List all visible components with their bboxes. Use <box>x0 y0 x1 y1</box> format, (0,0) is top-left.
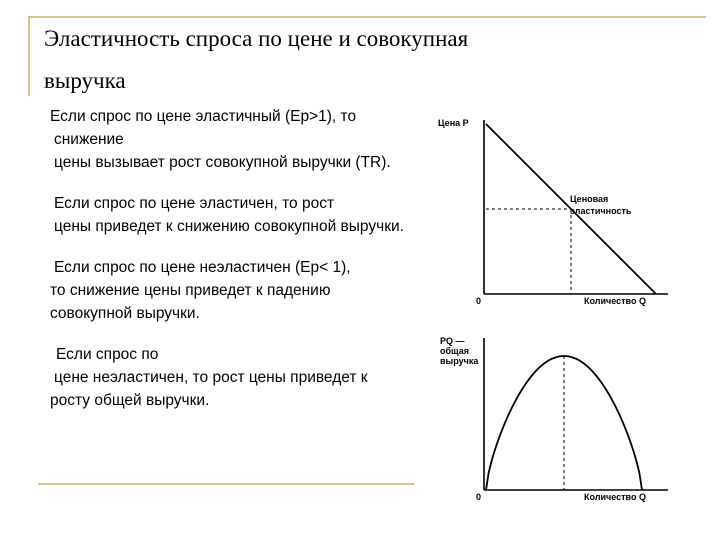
revenue-origin-label: 0 <box>476 492 482 502</box>
revenue-y-label-3: выручка <box>440 356 479 366</box>
p2-line-2: цены приведет к снижению совокупной выручки. <box>54 218 404 235</box>
paragraph-3 <box>50 256 422 325</box>
frame-left-line <box>28 16 30 96</box>
revenue-y-label-1: PQ — <box>440 336 465 346</box>
p4-line-2: цене неэластичен, то рост цены приведет к <box>54 369 368 386</box>
p2-line-1: Если спрос по цене эластичен, то рост <box>54 195 335 212</box>
p1-line-2: снижение <box>54 131 124 148</box>
demand-y-label: Цена P <box>438 118 469 128</box>
economics-graphs <box>430 108 705 508</box>
p3-line-3: совокупной выручки. <box>50 305 200 322</box>
p3-line-2: то снижение цены приведет к падению <box>50 282 331 299</box>
demand-x-label: Количество Q <box>584 296 646 306</box>
footer-line <box>38 483 414 485</box>
revenue-x-label: Количество Q <box>584 492 646 502</box>
p1-line-3: цены вызывает рост совокупной выручки (TR). <box>54 154 391 171</box>
elasticity-annotation-2: эластичность <box>570 206 632 216</box>
demand-origin-label: 0 <box>476 296 482 306</box>
revenue-y-label-2: общая <box>440 346 470 356</box>
title-line-1: Эластичность спроса по цене и совокупная <box>44 26 469 51</box>
p1-line-1: Если спрос по цене эластичный (Ер>1), то <box>50 108 357 125</box>
body-text <box>50 105 422 425</box>
demand-graph <box>438 118 668 306</box>
paragraph-4 <box>50 343 422 412</box>
p4-line-3: росту общей выручки. <box>50 392 210 409</box>
p4-line-1: Если спрос по <box>56 346 159 363</box>
title-line-2: выручка <box>44 68 126 93</box>
p3-line-1: Если спрос по цене неэластичен (Ер< 1), <box>54 259 351 276</box>
revenue-graph <box>440 336 668 502</box>
slide-title <box>44 18 644 102</box>
elasticity-annotation-1: Ценовая <box>570 194 609 204</box>
paragraph-1 <box>50 105 422 174</box>
paragraph-2 <box>50 192 422 238</box>
